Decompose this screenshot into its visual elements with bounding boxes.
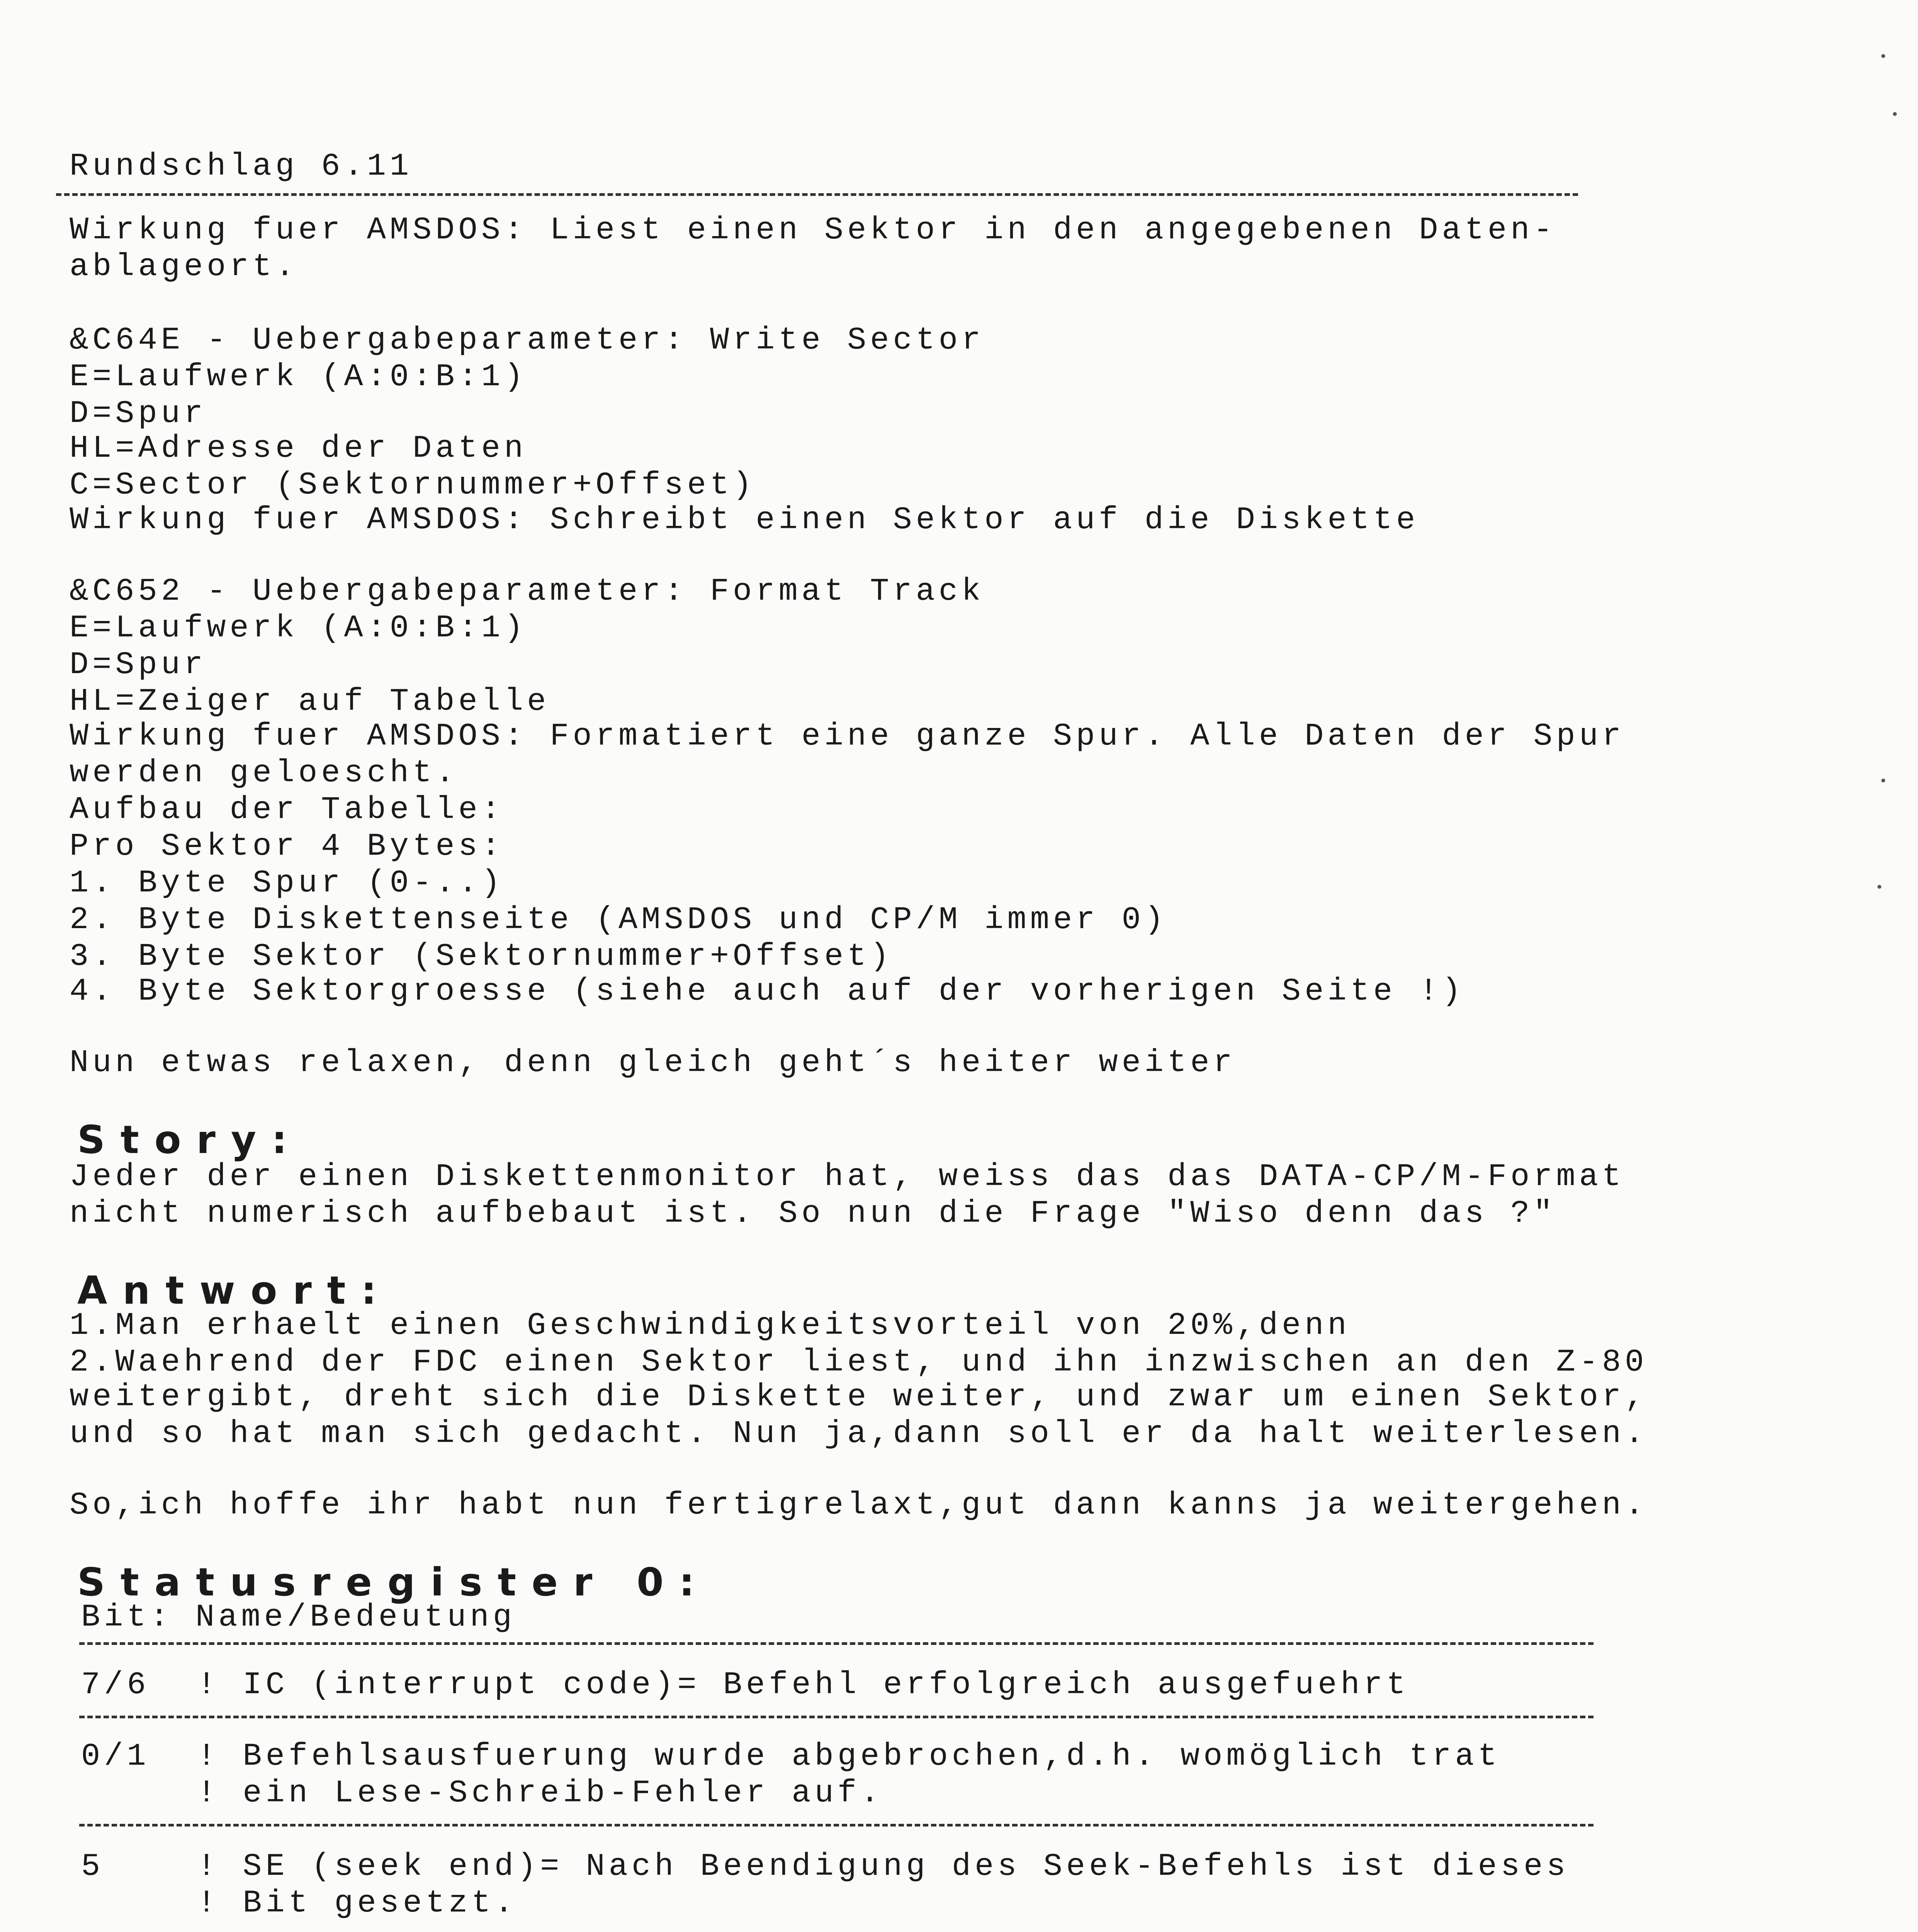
page-header: Rundschlag 6.11 — [70, 148, 413, 184]
sr0-column-header: Bit: Name/Bedeutung — [81, 1599, 516, 1635]
status-register-0-heading: Statusregister 0: — [77, 1560, 710, 1605]
text-line: D=Spur — [70, 396, 207, 432]
answer-heading: Antwort: — [77, 1268, 392, 1313]
text-line: weitergibt, dreht sich die Diskette weiter, und zwar um einen Sektor, — [70, 1379, 1648, 1415]
sr0-desc: ! Befehlsausfuerung wurde abgebrochen,d.h. womöglich trat — [197, 1738, 1501, 1774]
text-line: 2.Waehrend der FDC einen Sektor liest, und ihn inzwischen an den Z-80 — [70, 1344, 1648, 1380]
sr0-desc: ! Bit gesetzt. — [197, 1885, 517, 1921]
sr0-desc: ! ein Lese-Schreib-Fehler auf. — [197, 1775, 883, 1811]
scan-speck — [1881, 54, 1885, 58]
scan-speck — [1877, 885, 1881, 889]
text-line: Pro Sektor 4 Bytes: — [70, 828, 504, 864]
text-line: ablageort. — [70, 249, 299, 285]
table-rule — [79, 1642, 1594, 1645]
text-line: Jeder der einen Diskettenmonitor hat, weiss das das DATA-CP/M-Format — [70, 1159, 1625, 1195]
header-rule — [56, 193, 1578, 196]
text-line: C=Sector (Sektornummer+Offset) — [70, 467, 756, 503]
text-line: &C652 - Uebergabeparameter: Format Track — [70, 573, 985, 609]
sr0-bit: 0/1 — [81, 1738, 150, 1774]
text-line: 1. Byte Spur (0-..) — [70, 865, 504, 901]
text-line: werden geloescht. — [70, 755, 459, 791]
text-line: Wirkung fuer AMSDOS: Liest einen Sektor in den angegebenen Daten- — [70, 212, 1556, 248]
text-line: &C64E - Uebergabeparameter: Write Sector — [70, 322, 985, 358]
text-line: Aufbau der Tabelle: — [70, 792, 504, 828]
text-line: 4. Byte Sektorgroesse (siehe auch auf der vorherigen Seite !) — [70, 973, 1465, 1009]
text-line: 3. Byte Sektor (Sektornummer+Offset) — [70, 939, 893, 975]
scan-speck — [1881, 779, 1885, 782]
sr0-desc: ! IC (interrupt code)= Befehl erfolgreich ausgefuehrt — [197, 1667, 1410, 1703]
text-line: 1.Man erhaelt einen Geschwindigkeitsvorteil von 20%,denn — [70, 1308, 1351, 1344]
sr0-bit: 7/6 — [81, 1667, 150, 1703]
text-line: So,ich hoffe ihr habt nun fertigrelaxt,gut dann kanns ja weitergehen. — [70, 1487, 1648, 1523]
sr0-desc: ! SE (seek end)= Nach Beendigung des Seek-Befehls ist dieses — [197, 1849, 1570, 1884]
story-heading: Story: — [77, 1117, 303, 1162]
text-line: HL=Zeiger auf Tabelle — [70, 684, 550, 719]
text-line: Wirkung fuer AMSDOS: Schreibt einen Sektor auf die Diskette — [70, 502, 1419, 538]
text-line: Nun etwas relaxen, denn gleich geht´s heiter weiter — [70, 1045, 1236, 1081]
text-line: 2. Byte Diskettenseite (AMSDOS und CP/M immer 0) — [70, 902, 1167, 938]
text-line: D=Spur — [70, 647, 207, 683]
scan-speck — [1893, 112, 1897, 116]
text-line: HL=Adresse der Daten — [70, 430, 527, 466]
text-line: E=Laufwerk (A:0:B:1) — [70, 359, 527, 395]
sr0-bit: 5 — [81, 1849, 104, 1884]
text-line: und so hat man sich gedacht. Nun ja,dann soll er da halt weiterlesen. — [70, 1416, 1648, 1452]
text-line: E=Laufwerk (A:0:B:1) — [70, 610, 527, 646]
text-line: nicht numerisch aufbebaut ist. So nun die Frage "Wiso denn das ?" — [70, 1196, 1556, 1231]
text-line: Wirkung fuer AMSDOS: Formatiert eine ganze Spur. Alle Daten der Spur — [70, 718, 1625, 754]
table-rule — [79, 1716, 1594, 1718]
table-rule — [79, 1824, 1594, 1827]
